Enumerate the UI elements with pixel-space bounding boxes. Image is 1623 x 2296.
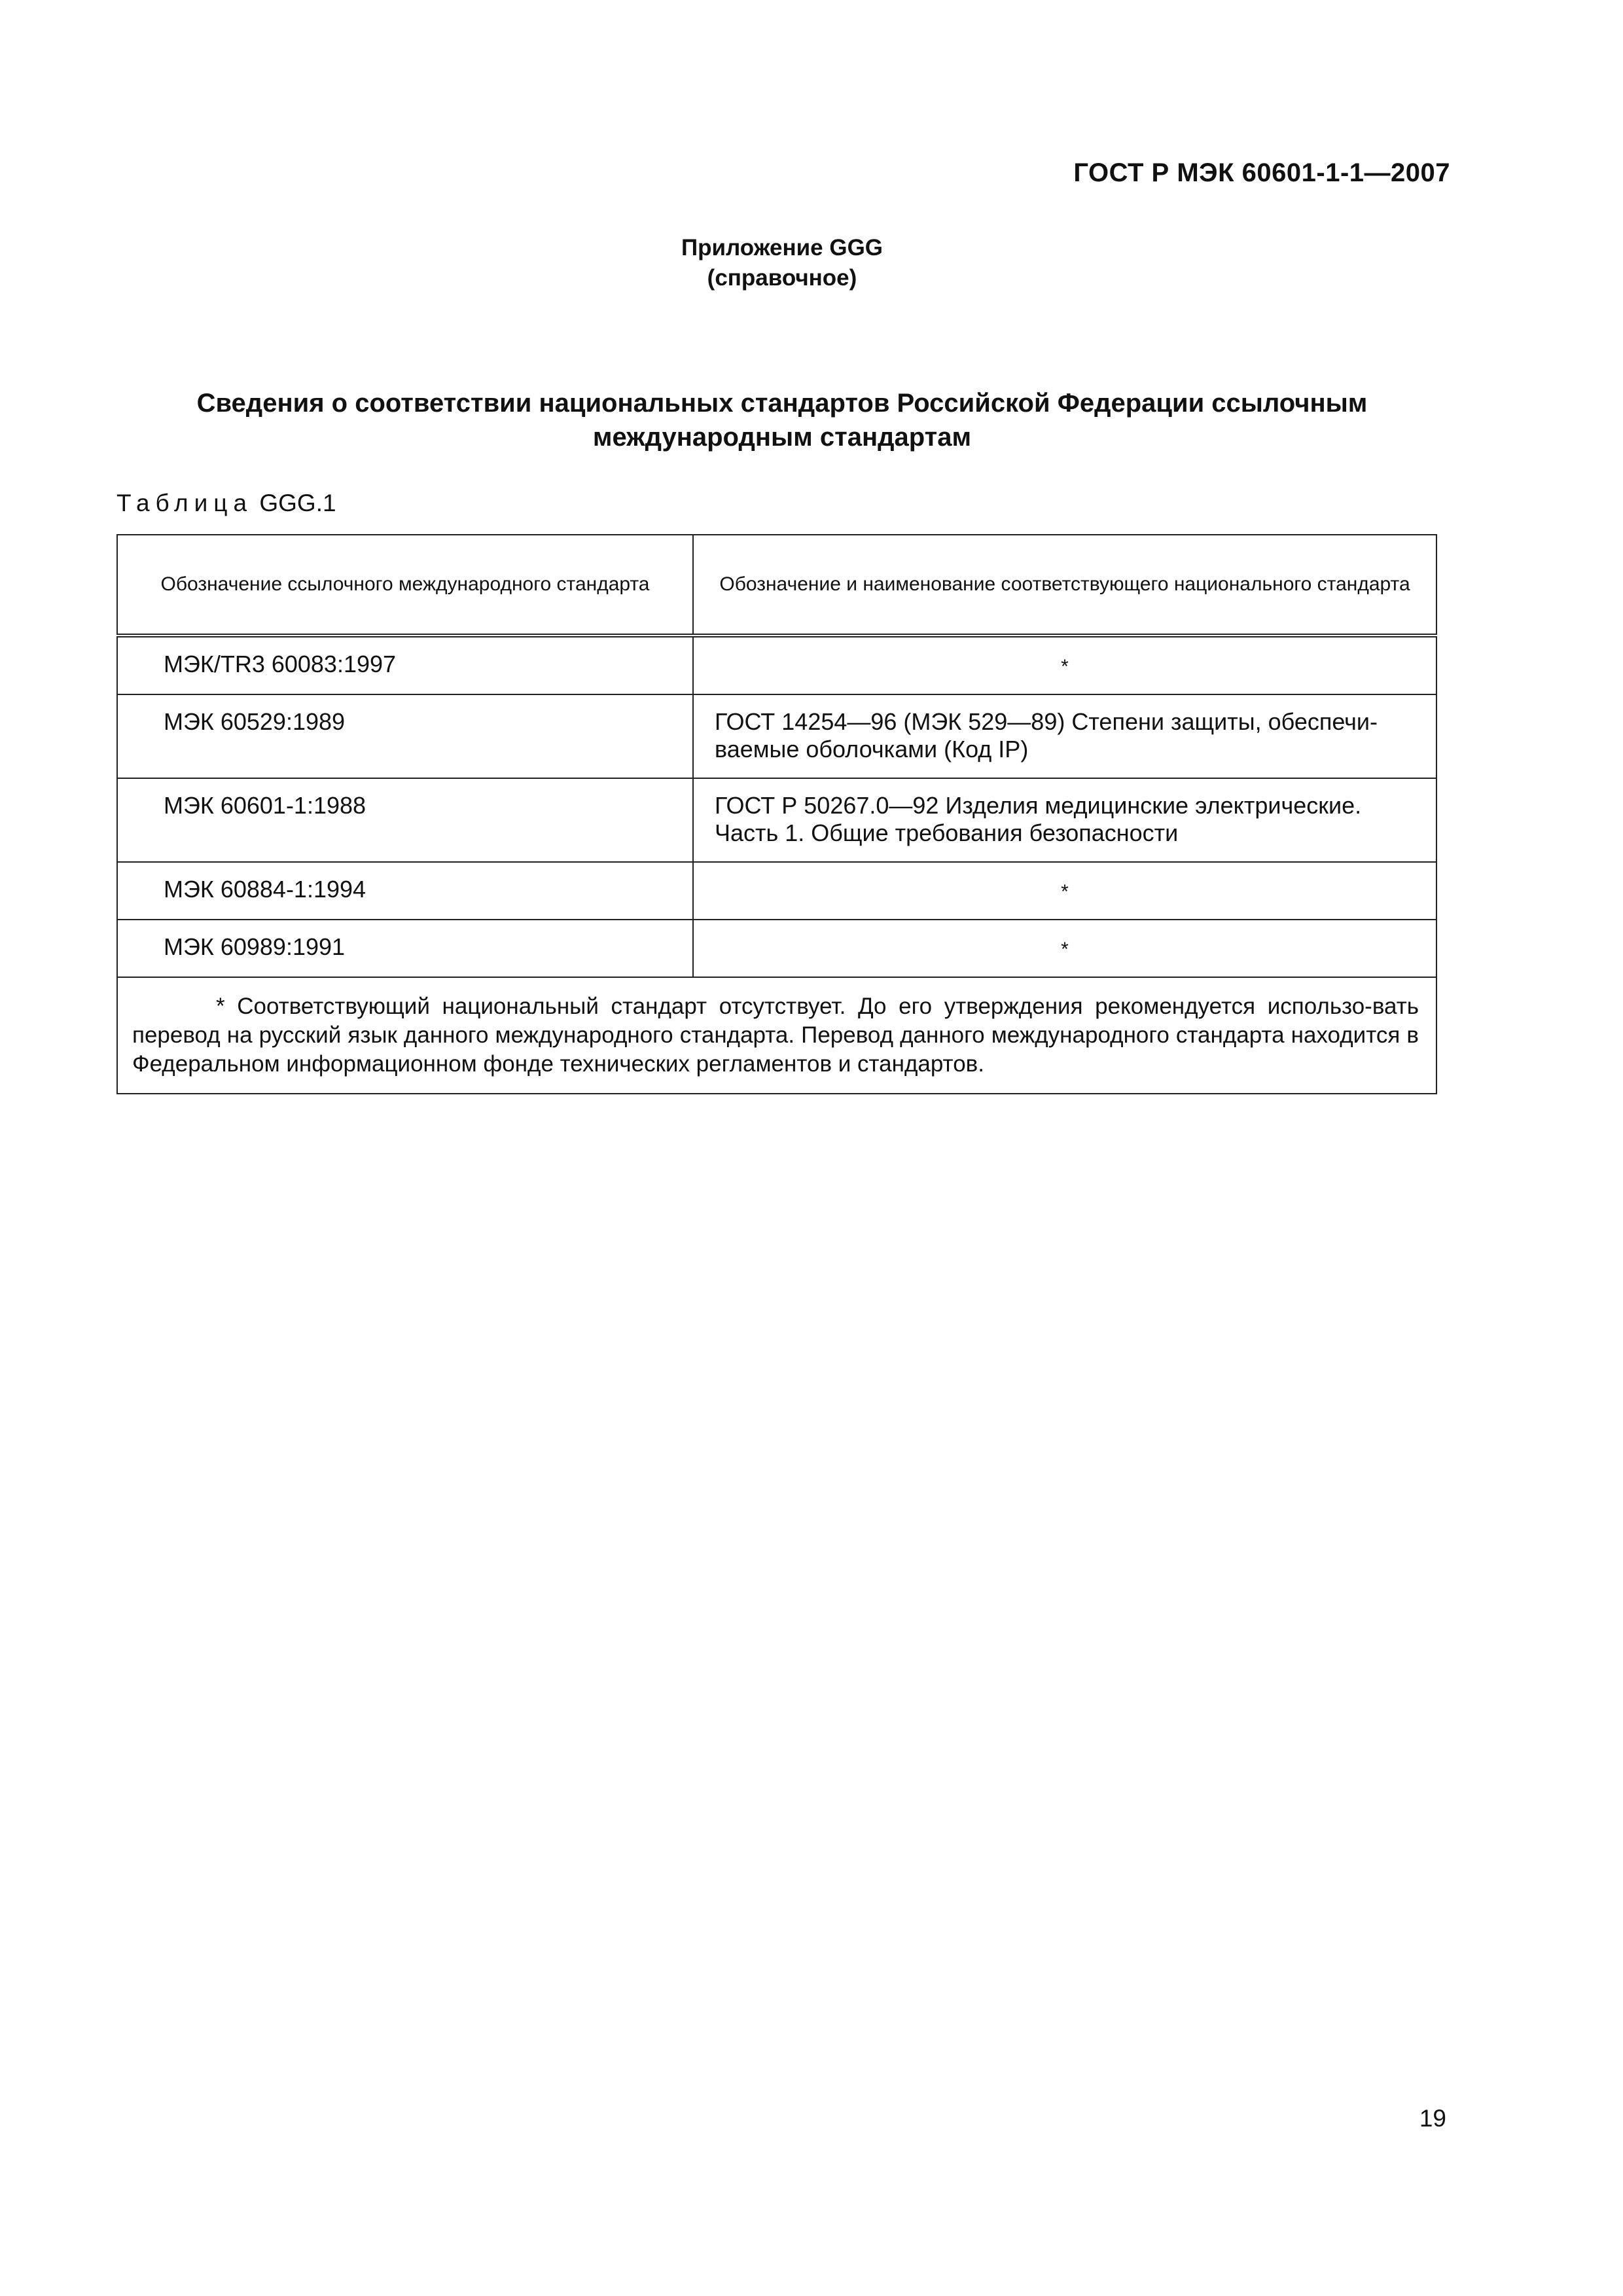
table-row <box>117 862 1436 920</box>
main-title-line-2: международным стандартам <box>592 423 972 452</box>
table-row <box>117 778 1436 862</box>
annex-subtitle: (справочное) <box>707 265 857 291</box>
main-title <box>131 386 1433 454</box>
international-standard-cell: МЭК 60529:1989 <box>117 694 693 778</box>
annex-heading <box>0 233 1564 293</box>
table-row <box>117 694 1436 778</box>
national-standard-cell: * <box>693 636 1436 694</box>
national-standard-cell: ГОСТ 14254—96 (МЭК 529—89) Степени защиты, обеспечи-ваемые оболочками (Код IP) <box>693 694 1436 778</box>
table-footnote: * Соответствующий национальный стандарт отсутствует. До его утверждения рекомендуется использо-вать перевод на русский язык данного международного стандарта. Перевод данного международного стандарта находится в Федеральном информационном фонде технических регламентов и стандартов. <box>117 977 1436 1094</box>
annex-title: Приложение GGG <box>681 235 883 260</box>
national-standard-cell: ГОСТ Р 50267.0—92 Изделия медицинские электрические. Часть 1. Общие требования безопасности <box>693 778 1436 862</box>
document-code: ГОСТ Р МЭК 60601-1-1—2007 <box>1073 158 1450 187</box>
national-standard-cell: * <box>693 862 1436 920</box>
main-title-line-1: Сведения о соответствии национальных стандартов Российской Федерации ссылочным <box>196 389 1368 418</box>
international-standard-cell: МЭК/TR3 60083:1997 <box>117 636 693 694</box>
table-row <box>117 636 1436 694</box>
national-standard-cell: * <box>693 920 1436 977</box>
table-row <box>117 920 1436 977</box>
column-header-international: Обозначение ссылочного международного стандарта <box>117 535 693 636</box>
table-footnote-row <box>117 977 1436 1094</box>
table-label-number: GGG.1 <box>259 490 336 516</box>
table-label-word: Таблица <box>116 490 253 516</box>
international-standard-cell: МЭК 60601-1:1988 <box>117 778 693 862</box>
page-number: 19 <box>1419 2105 1446 2132</box>
table-label <box>116 490 336 517</box>
column-header-national: Обозначение и наименование соответствующего национального стандарта <box>693 535 1436 636</box>
table-header-row <box>117 535 1436 636</box>
international-standard-cell: МЭК 60989:1991 <box>117 920 693 977</box>
international-standard-cell: МЭК 60884-1:1994 <box>117 862 693 920</box>
standards-correspondence-table <box>116 534 1437 1094</box>
